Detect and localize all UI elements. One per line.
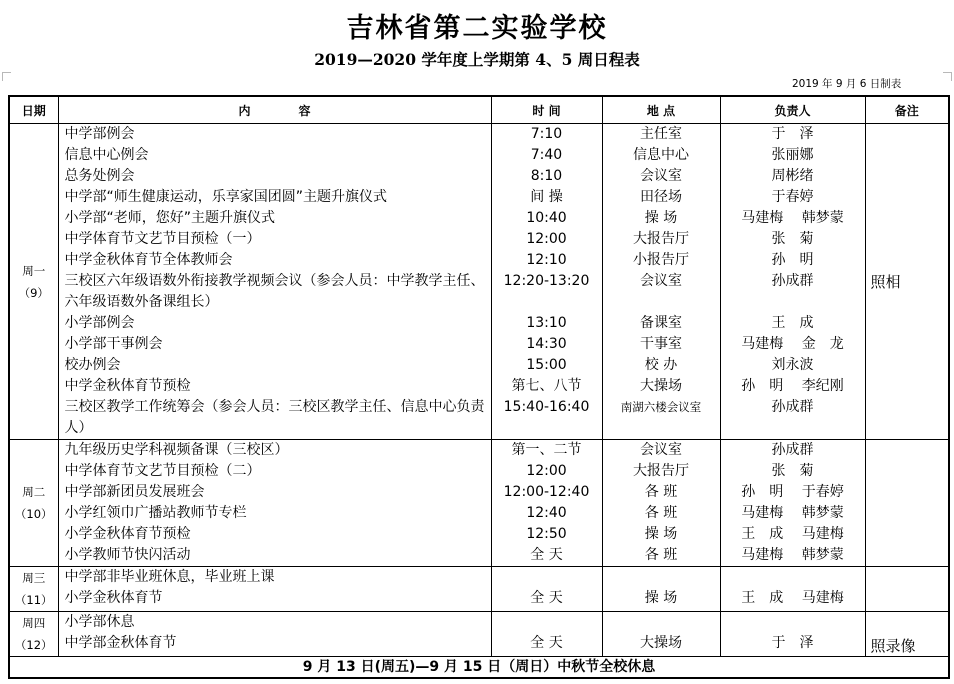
footer-row bbox=[9, 657, 949, 679]
place-value: 主任室 bbox=[640, 126, 682, 142]
day-label: 周二 bbox=[22, 485, 46, 499]
list-item: 小学部例会 bbox=[64, 315, 135, 331]
list-item: 小学金秋体育节预检 bbox=[64, 526, 191, 542]
list-item: 中学体育节文艺节目预检（一） bbox=[64, 231, 261, 247]
spacer bbox=[721, 567, 865, 588]
time-value: 15:40-16:40 bbox=[503, 399, 590, 415]
list-item: 信息中心例会 bbox=[64, 147, 149, 163]
owner-value: 王 成 马建梅 bbox=[741, 590, 844, 606]
owner-value: 张 菊 bbox=[771, 463, 814, 479]
page-subtitle: 2019—2020 学年度上学期第 4、5 周日程表 bbox=[314, 50, 640, 69]
place-value: 干事室 bbox=[640, 336, 682, 352]
day-label: 周一 bbox=[22, 263, 46, 278]
owner-value: 孙成群 bbox=[771, 442, 814, 458]
list-item: 中学部非毕业班休息，毕业班上课 bbox=[64, 569, 275, 585]
time-cell bbox=[491, 124, 602, 440]
place-cell bbox=[602, 440, 720, 567]
owner-value: 马建梅 金 龙 bbox=[741, 336, 844, 352]
schedule-table bbox=[8, 95, 950, 679]
owner-value: 孙 明 于春婷 bbox=[741, 484, 844, 500]
place-value: 信息中心 bbox=[633, 147, 689, 163]
time-value: 7:40 bbox=[530, 147, 563, 163]
place-value: 田径场 bbox=[640, 189, 682, 205]
owner-cell bbox=[720, 567, 865, 612]
place-value: 操 场 bbox=[644, 210, 678, 226]
place-value: 各 班 bbox=[644, 547, 678, 563]
place-value: 大操场 bbox=[640, 635, 682, 651]
time-value: 8:10 bbox=[530, 168, 563, 184]
header-place: 地 点 bbox=[602, 96, 720, 124]
header-content: 内 容 bbox=[58, 96, 491, 124]
place-value: 大操场 bbox=[640, 378, 682, 394]
date-note: 2019 年 9 月 6 日制表 bbox=[792, 78, 902, 90]
content-cell bbox=[58, 567, 491, 612]
list-item: 总务处例会 bbox=[64, 168, 135, 184]
list-item: 小学部“老师，您好”主题升旗仪式 bbox=[64, 210, 276, 226]
time-value: 12:00 bbox=[526, 463, 567, 479]
list-item: 三校区教学工作统筹会（参会人员：三校区教学主任、信息中心负责人） bbox=[64, 399, 485, 436]
header-row bbox=[9, 96, 949, 124]
table-row bbox=[9, 612, 949, 657]
list-item: 中学部金秋体育节 bbox=[64, 635, 177, 651]
list-item: 九年级历史学科视频备课（三校区） bbox=[64, 442, 289, 458]
day-cell bbox=[9, 612, 58, 657]
note-cell: 照相 bbox=[865, 124, 949, 440]
content-cell bbox=[58, 612, 491, 657]
owner-cell bbox=[720, 124, 865, 440]
day-cell bbox=[9, 567, 58, 612]
place-value: 各 班 bbox=[644, 505, 678, 521]
list-item: 中学部例会 bbox=[64, 126, 135, 142]
place-value: 备课室 bbox=[640, 315, 682, 331]
day-cell bbox=[9, 440, 58, 567]
list-item: 中学体育节文艺节目预检（二） bbox=[64, 463, 261, 479]
spacer bbox=[492, 612, 602, 633]
page-corner-mark bbox=[943, 72, 952, 81]
day-label: 周四 bbox=[22, 616, 46, 630]
header-owner: 负责人 bbox=[720, 96, 865, 124]
list-item: 小学部休息 bbox=[64, 614, 135, 630]
owner-cell bbox=[720, 440, 865, 567]
day-date: （12） bbox=[14, 638, 53, 652]
owner-value: 马建梅 韩梦蒙 bbox=[741, 505, 844, 521]
content-cell bbox=[58, 440, 491, 567]
place-value: 校 办 bbox=[644, 357, 678, 373]
place-value: 南湖六楼会议室 bbox=[620, 400, 702, 414]
owner-value: 孙 明 bbox=[771, 252, 814, 268]
time-value: 间 操 bbox=[530, 189, 563, 205]
owner-value: 刘永波 bbox=[771, 357, 814, 373]
time-value: 7:10 bbox=[530, 126, 563, 142]
time-value: 10:40 bbox=[526, 210, 567, 226]
place-cell bbox=[602, 124, 720, 440]
day-date: （10） bbox=[14, 507, 53, 521]
owner-value: 于春婷 bbox=[771, 189, 814, 205]
owner-value: 孙 明 李纪刚 bbox=[741, 378, 844, 394]
place-value: 操 场 bbox=[644, 526, 678, 542]
spacer bbox=[603, 612, 720, 633]
table-row bbox=[9, 567, 949, 612]
header-note: 备注 bbox=[865, 96, 949, 124]
time-value: 全 天 bbox=[530, 635, 563, 651]
time-value: 12:10 bbox=[526, 252, 567, 268]
page-corner-mark bbox=[2, 72, 11, 81]
list-item: 小学部干事例会 bbox=[64, 336, 163, 352]
owner-value: 张丽娜 bbox=[771, 147, 814, 163]
note-cell: 照录像 bbox=[865, 612, 949, 657]
time-value: 12:00-12:40 bbox=[503, 484, 590, 500]
list-item: 三校区六年级语数外衔接教学视频会议（参会人员：中学教学主任、六年级语数外备课组长） bbox=[64, 273, 485, 310]
page-title: 吉林省第二实验学校 bbox=[346, 13, 608, 44]
place-value: 会议室 bbox=[640, 442, 682, 458]
list-item: 中学部“师生健康运动，乐享家国团圆”主题升旗仪式 bbox=[64, 189, 388, 205]
owner-value: 王 成 马建梅 bbox=[741, 526, 844, 542]
place-value: 大报告厅 bbox=[633, 231, 689, 247]
list-item: 小学红领巾广播站教师节专栏 bbox=[64, 505, 247, 521]
owner-value: 张 菊 bbox=[771, 231, 814, 247]
day-date: （9） bbox=[18, 285, 49, 300]
spacer bbox=[492, 567, 602, 588]
day-cell bbox=[9, 124, 58, 440]
table-row bbox=[9, 440, 949, 567]
owner-value: 孙成群 bbox=[771, 399, 814, 415]
time-value: 12:40 bbox=[526, 505, 567, 521]
owner-cell bbox=[720, 612, 865, 657]
holiday-notice: 9 月 13 日(周五)—9 月 15 日（周日）中秋节全校休息 bbox=[9, 657, 949, 679]
place-cell bbox=[602, 567, 720, 612]
table-row bbox=[9, 124, 949, 440]
owner-value: 孙成群 bbox=[771, 273, 814, 289]
time-cell bbox=[491, 440, 602, 567]
place-value: 会议室 bbox=[640, 273, 682, 289]
time-cell bbox=[491, 612, 602, 657]
list-item: 小学金秋体育节 bbox=[64, 590, 163, 606]
time-value: 全 天 bbox=[530, 590, 563, 606]
place-value: 小报告厅 bbox=[633, 252, 689, 268]
header-day: 日期 bbox=[9, 96, 58, 124]
place-value: 会议室 bbox=[640, 168, 682, 184]
owner-value: 于 泽 bbox=[771, 126, 814, 142]
place-value: 操 场 bbox=[644, 590, 678, 606]
header-time: 时 间 bbox=[491, 96, 602, 124]
time-value: 14:30 bbox=[526, 336, 567, 352]
owner-value: 周彬绪 bbox=[771, 168, 814, 184]
owner-value: 于 泽 bbox=[771, 635, 814, 651]
list-item: 中学金秋体育节预检 bbox=[64, 378, 191, 394]
list-item: 中学金秋体育节全体教师会 bbox=[64, 252, 233, 268]
time-value: 全 天 bbox=[530, 547, 563, 563]
time-value: 12:50 bbox=[526, 526, 567, 542]
time-value: 12:20-13:20 bbox=[503, 273, 590, 289]
spacer bbox=[603, 567, 720, 588]
time-value: 12:00 bbox=[526, 231, 567, 247]
place-value: 各 班 bbox=[644, 484, 678, 500]
day-date: （11） bbox=[14, 593, 53, 607]
list-item: 小学教师节快闪活动 bbox=[64, 547, 191, 563]
list-item: 中学部新团员发展班会 bbox=[64, 484, 205, 500]
note-cell bbox=[865, 567, 949, 612]
day-label: 周三 bbox=[22, 571, 46, 585]
time-value: 第一、二节 bbox=[511, 442, 582, 458]
list-item: 校办例会 bbox=[64, 357, 121, 373]
time-value: 第七、八节 bbox=[511, 378, 582, 394]
time-cell bbox=[491, 567, 602, 612]
note-cell bbox=[865, 440, 949, 567]
owner-value: 马建梅 韩梦蒙 bbox=[741, 210, 844, 226]
spacer bbox=[721, 612, 865, 633]
time-value: 15:00 bbox=[526, 357, 567, 373]
content-cell bbox=[58, 124, 491, 440]
owner-value: 王 成 bbox=[771, 315, 814, 331]
place-cell bbox=[602, 612, 720, 657]
time-value: 13:10 bbox=[526, 315, 567, 331]
place-value: 大报告厅 bbox=[633, 463, 689, 479]
owner-value: 马建梅 韩梦蒙 bbox=[741, 547, 844, 563]
